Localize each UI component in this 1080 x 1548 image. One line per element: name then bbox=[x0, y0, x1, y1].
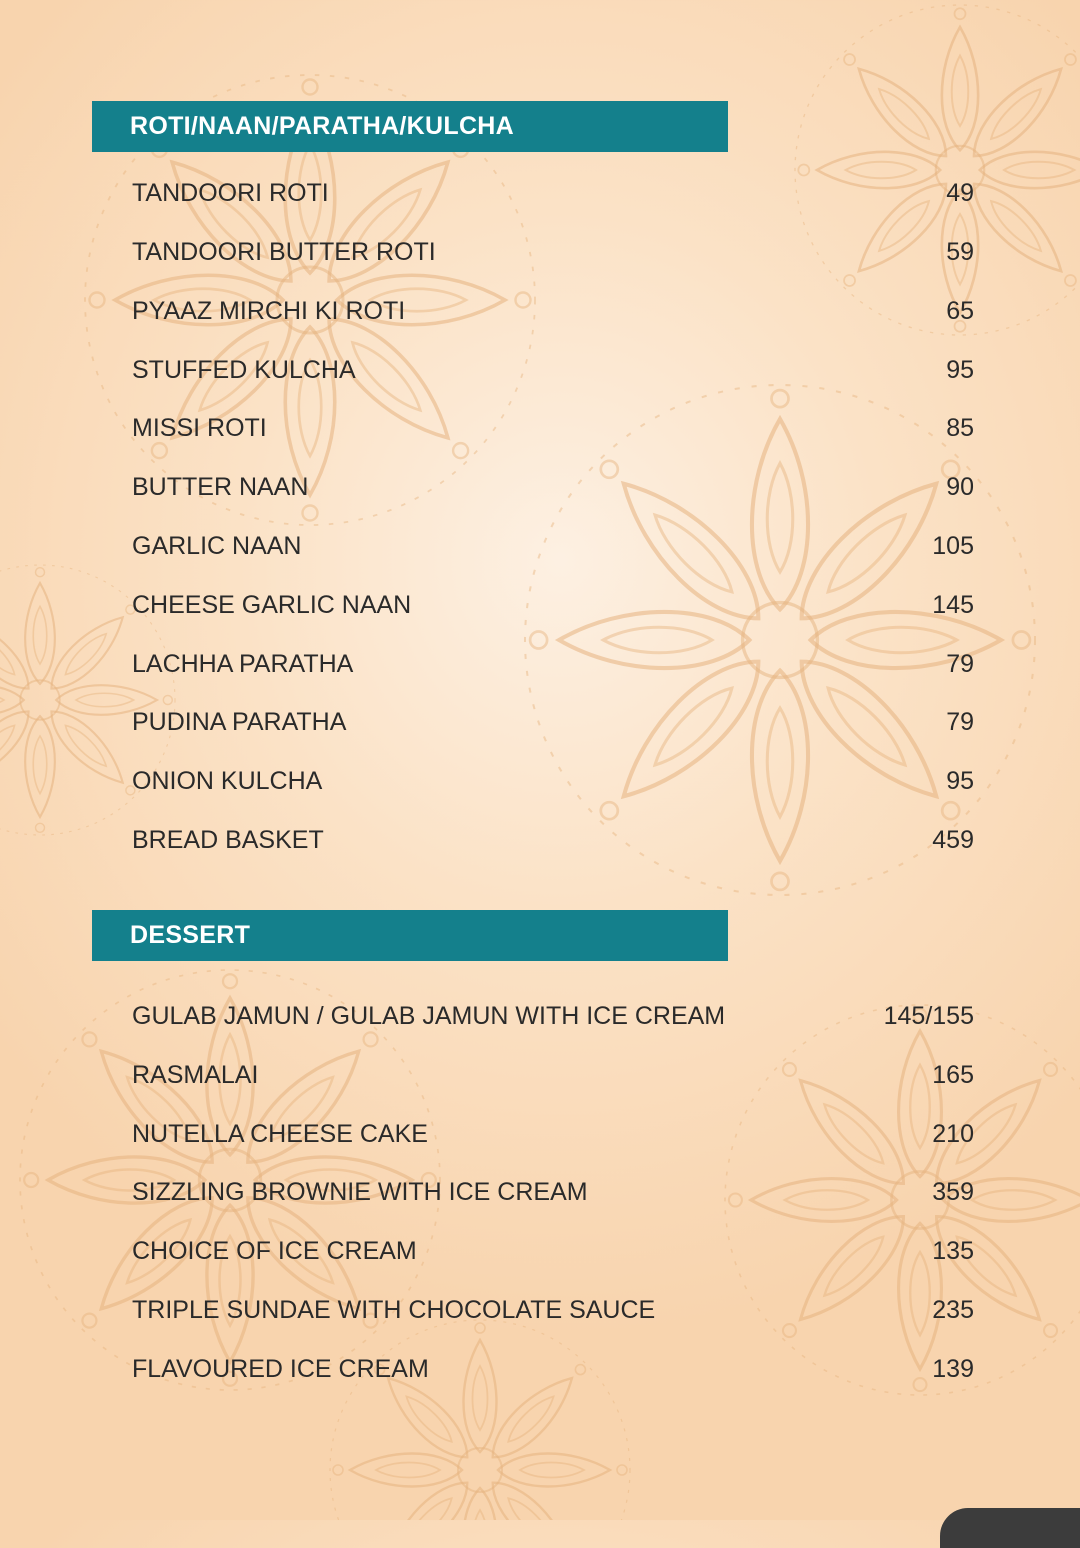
menu-item-row bbox=[132, 293, 974, 329]
menu-item-price: 79 bbox=[946, 650, 974, 678]
menu-item-price: 145/155 bbox=[883, 1002, 974, 1030]
menu-item-name: PUDINA PARATHA bbox=[132, 708, 347, 736]
menu-item-name: CHEESE GARLIC NAAN bbox=[132, 591, 412, 619]
menu-item-row bbox=[132, 410, 974, 446]
menu-item-price: 145 bbox=[932, 591, 974, 619]
menu-item-price: 359 bbox=[932, 1178, 974, 1206]
menu-item-price: 139 bbox=[932, 1355, 974, 1383]
menu-item-row bbox=[132, 998, 974, 1034]
menu-item-row bbox=[132, 822, 974, 858]
menu-item-price: 90 bbox=[946, 473, 974, 501]
menu-item-price: 459 bbox=[932, 826, 974, 854]
menu-item-price: 85 bbox=[946, 414, 974, 442]
menu-item-row bbox=[132, 1292, 974, 1328]
menu-item-price: 65 bbox=[946, 297, 974, 325]
menu-item-price: 165 bbox=[932, 1061, 974, 1089]
menu-item-name: RASMALAI bbox=[132, 1061, 259, 1089]
section-header-roti-naan: ROTI/NAAN/PARATHA/KULCHA bbox=[92, 101, 728, 152]
menu-item-row bbox=[132, 1351, 974, 1387]
menu-item-price: 49 bbox=[946, 179, 974, 207]
menu-item-name: FLAVOURED ICE CREAM bbox=[132, 1355, 429, 1383]
menu-item-name: TANDOORI ROTI bbox=[132, 179, 329, 207]
menu-item-name: MISSI ROTI bbox=[132, 414, 267, 442]
menu-item-row bbox=[132, 234, 974, 270]
menu-item-price: 235 bbox=[932, 1296, 974, 1324]
menu-item-row bbox=[132, 1233, 974, 1269]
menu-item-price: 135 bbox=[932, 1237, 974, 1265]
menu-item-name: STUFFED KULCHA bbox=[132, 356, 356, 384]
menu-item-name: PYAAZ MIRCHI KI ROTI bbox=[132, 297, 406, 325]
menu-item-row bbox=[132, 175, 974, 211]
menu-item-row bbox=[132, 1116, 974, 1152]
menu-item-price: 210 bbox=[932, 1120, 974, 1148]
page-corner-tab bbox=[940, 1508, 1080, 1548]
menu-item-price: 79 bbox=[946, 708, 974, 736]
menu-item-name: GARLIC NAAN bbox=[132, 532, 302, 560]
menu-item-row bbox=[132, 1174, 974, 1210]
menu-item-name: TRIPLE SUNDAE WITH CHOCOLATE SAUCE bbox=[132, 1296, 656, 1324]
menu-item-row bbox=[132, 704, 974, 740]
section-header-dessert: DESSERT bbox=[92, 910, 728, 961]
menu-item-name: GULAB JAMUN / GULAB JAMUN WITH ICE CREAM bbox=[132, 1002, 726, 1030]
menu-item-row bbox=[132, 352, 974, 388]
menu-item-price: 105 bbox=[932, 532, 974, 560]
menu-item-row bbox=[132, 528, 974, 564]
menu-item-price: 95 bbox=[946, 356, 974, 384]
menu-item-name: BUTTER NAAN bbox=[132, 473, 309, 501]
menu-item-price: 59 bbox=[946, 238, 974, 266]
menu-item-row bbox=[132, 469, 974, 505]
menu-item-name: LACHHA PARATHA bbox=[132, 650, 354, 678]
menu-item-price: 95 bbox=[946, 767, 974, 795]
menu-item-name: TANDOORI BUTTER ROTI bbox=[132, 238, 436, 266]
menu-item-name: NUTELLA CHEESE CAKE bbox=[132, 1120, 428, 1148]
menu-item-name: ONION KULCHA bbox=[132, 767, 323, 795]
menu-item-row bbox=[132, 763, 974, 799]
menu-item-row bbox=[132, 587, 974, 623]
menu-item-name: BREAD BASKET bbox=[132, 826, 324, 854]
menu-item-name: CHOICE OF ICE CREAM bbox=[132, 1237, 417, 1265]
menu-item-row bbox=[132, 1057, 974, 1093]
menu-item-row bbox=[132, 646, 974, 682]
menu-item-name: SIZZLING BROWNIE WITH ICE CREAM bbox=[132, 1178, 588, 1206]
